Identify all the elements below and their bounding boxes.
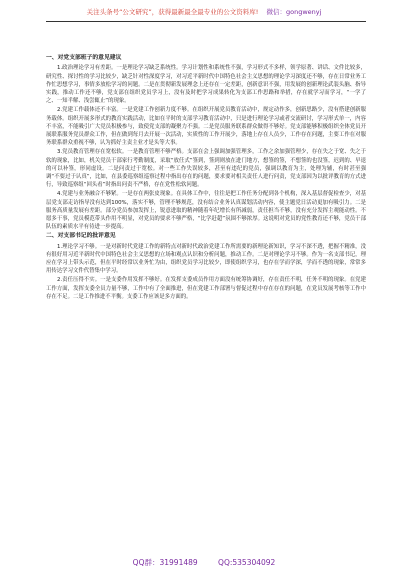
paragraph: 1.理论学习不够。一是对新时代党建工作的新特点对新时代政治党建工作所需要的新理论新知识，学习不深不透，把握不精准，没有很好用习近平新时代中国特色社会主义思想的立场和观点认识和分析问题，推动工作。二是对理论学习不够。作为一名支部书记，理应在学习上带头示范，但在平时经常以业务忙为由，组织党员学习比较少，即使组织学习，也存在学而学深，学而不透的现象，常常多用传达学习文件代替集中学习。 xyxy=(46,243,366,275)
header-promo-text: 关注头条号“公文研究”，获得最新最全最专业的公文资料库! xyxy=(86,8,259,16)
page-footer xyxy=(0,557,408,568)
header-wechat-text: 微信：gongwenyj xyxy=(266,8,322,16)
section-1 xyxy=(46,54,366,232)
section-2 xyxy=(46,232,366,301)
footer-qq-number: QQ:535304092 xyxy=(218,558,276,567)
paragraph: 1.政治理论学习有差距。一是理论学习缺乏系统性。学习计划性和系统性不强，学习形式不多样，领学原著、讲话、文件比较多，研究性、探讨性的学习比较少，缺乏针对性深度学习，对习近平新时代中国特色社会主义思想的理论学习深度还不够，存在日常业务工作忙思想学习，事情多放松学习的问题。二是在贯彻新发展理念上还存在一定差距，创新意识不强，用发展的创新理论武装头脑、指导实践，推动工作还不够，党支部在组织党员学习上，没有及时把学习成果转化为支部工作思路和举措，存在就学习而学习，“一学了之、一知半解、浅尝辄止”的现象。 xyxy=(46,65,366,105)
paragraph: 4.党建与业务融合不够紧。一是存在两张皮现象。在具体工作中，往往是把工作任务分配到各个机构，深入基层督促检查少，对基层党支部走访指导没有达到100%，落实不够，管理不够规范，没有结合业务认真谋划活动内容，使主题党日活动更加有吸引力。二是服务高质量发展有差距。部分党员参加发挥上，锐意进取的精神随着年纪增长有所减弱，责任担当不够，没有充分发挥主观能动性。不愿多干事，党员模范带头作用不明显，对党员的要求不够严格，“比学赶超”氛围不够浓厚。这说明对党员的党性教育还不够，党员干部队伍的素质水平有待进一步提高。 xyxy=(46,191,366,231)
section-heading: 二、对支部书记的批评意见 xyxy=(46,233,116,240)
header-divider xyxy=(46,21,366,22)
footer-qq-group: QQ群：31991489 xyxy=(132,558,198,567)
paragraph: 3.党员教育管理存在宽松软。一是教育管理不够严格。支部在会上强调加强管理多，工作之余加强管理少，存在失之于宽、失之于软的现象，比如，机关党员干部家行考勤制度，采取“放任式”签到，签到则放在进门地方，想签的签，不想签的也没签，迟到的、早退的可以补签，形同虚设。二是问责过于宽松。对一些工作失误较多，甚至有违纪的党员，强调以教育为主，处理为辅，有时甚至强调“不要过于认真”，比如，在县委巡察组巡察过程中指出存在的问题，要求要对相关责任人进行问责，党支部因为以批评教育的方式进行，导致巡察组“回头看”时指出问责不严格，存在党性松软问题。 xyxy=(46,149,366,189)
paragraph: 2.责任压得不实。一是支委作用发挥不够好。在发挥支委成员作用方面没有统筹协调好，存在责任不明，任务不明的现象。在党建工作方面，发挥支委全员力量不够，工作中有了全面推进，但在党建工作部署与督促过程中存在存在的问题，在党员发展考核等工作中存在不足。二是工作推进不平衡。支委工作应该是多方面的。 xyxy=(46,277,366,300)
paragraph: 2.党建工作载体还不丰富。一是党建工作创新力度不够。在组织开展党员教育活动中，规定动作多，创新思路少，没有搭建创新服务载体。组织开展多形式的教育实践活动，比如在平时的支部学习教育活动中，只是进行理论学习或者交流研讨，学习形式单一，内容不丰富，不能吸引广大党员积极参与，致使党支部的凝聚力不强。二是党员服务联系群众做得不够好。党支部能够积极组织全体党员开展联系服务党员群众工作，但在做到每月去开展一次活动，实质性的工作开展少，落地上存在人员少，工作存在问题，主要工作在对服务联系群众重视不够，认为抓好主责主业才是头等大事。 xyxy=(46,107,366,147)
section-heading: 一、对党支部班子的意见建议 xyxy=(46,55,122,61)
page-header xyxy=(0,8,408,17)
document-body xyxy=(46,54,366,302)
